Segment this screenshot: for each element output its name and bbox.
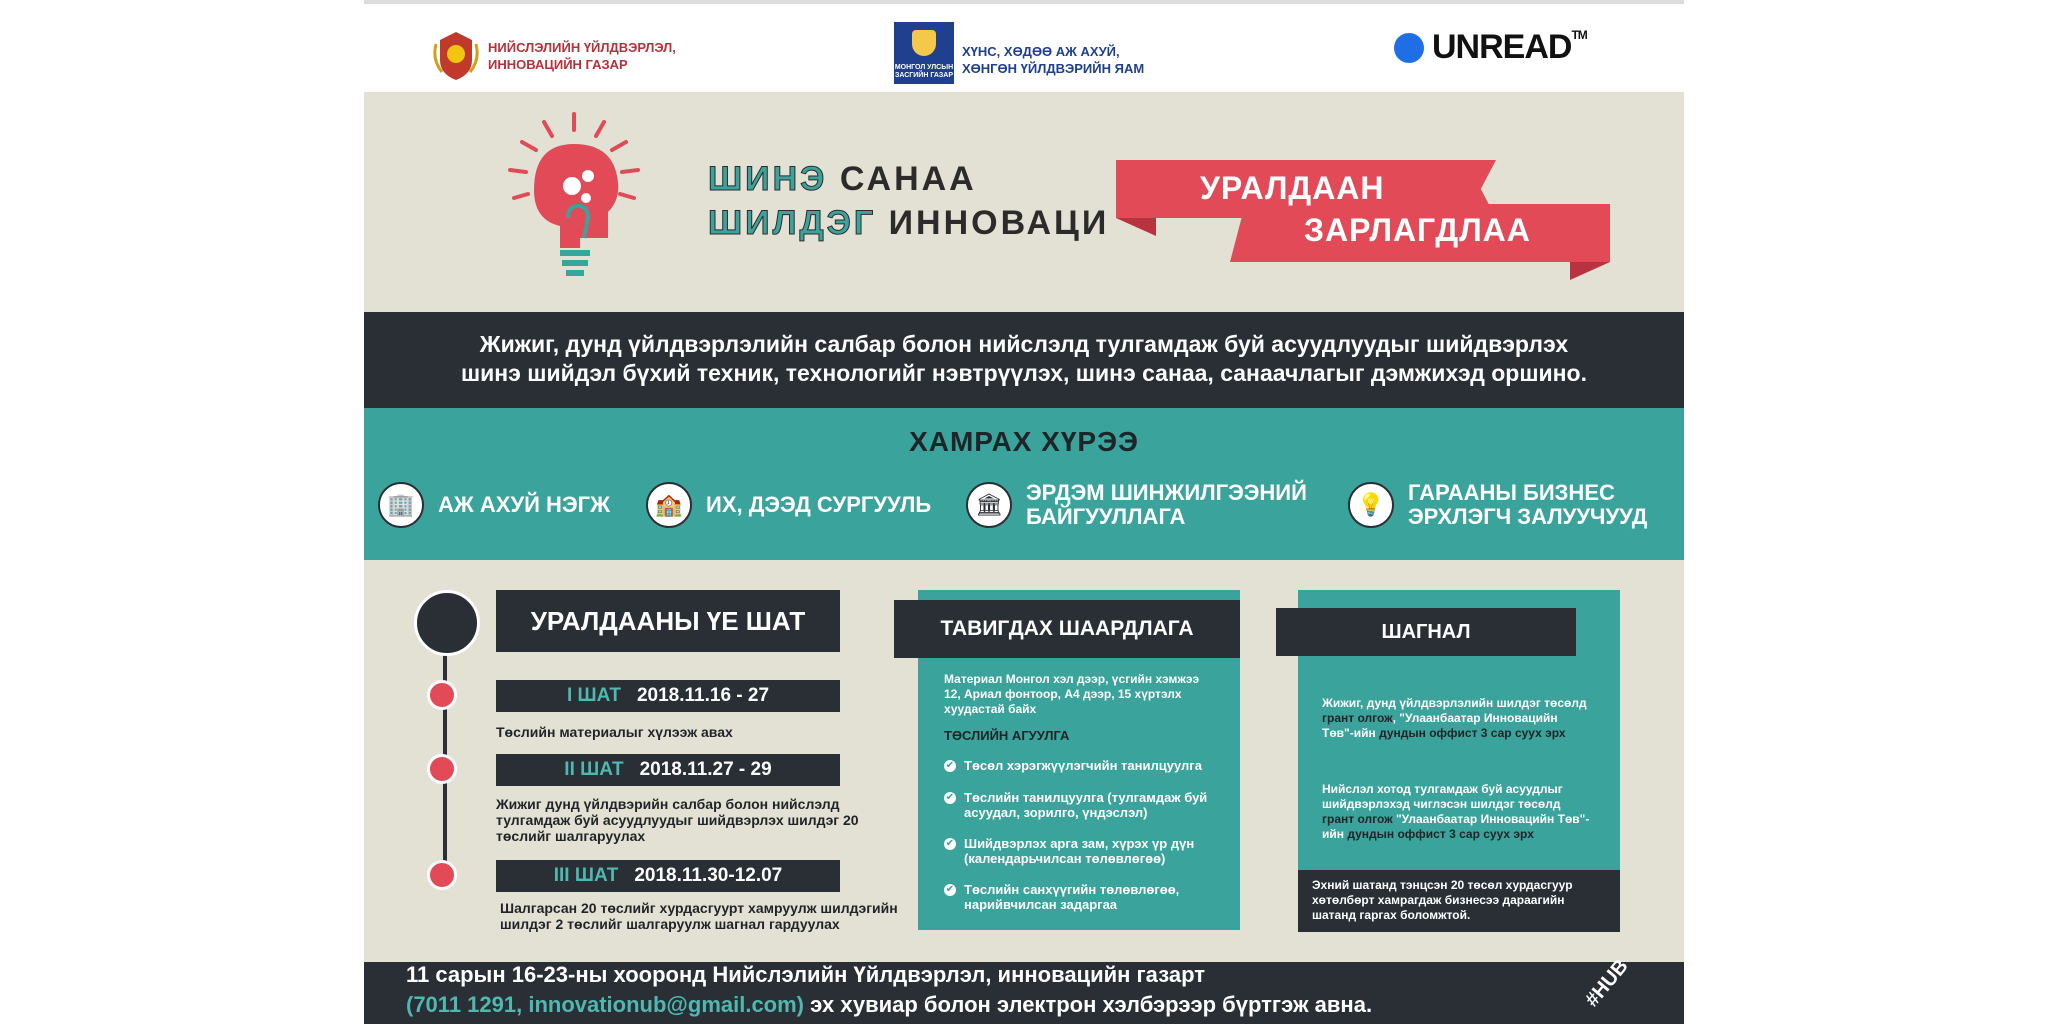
headline-word-idea: САНАА [839,160,977,198]
scope-item-label: ГАРААНЫ БИЗНЕС ЭРХЛЭГЧ ЗАЛУУЧУУД [1408,480,1648,529]
scope-item-business [378,478,610,532]
stage3-label: III ШАТ [553,865,619,886]
ministry-logo [894,22,1144,84]
headline-line1 [708,160,977,199]
stage2-label: II ШАТ [564,759,624,780]
requirements-text: Материал Монгол хэл дээр, үсгийн хэмжээ 12, Ариал фонтоор, А4 дээр, 15 хүртэлх хуудастай байх [944,672,1200,716]
stage1-dates: 2018.11.16 - 27 [636,685,770,706]
headline-word-innovation: ИННОВАЦИ [888,204,1110,242]
requirement-item-text: Төслийн санхүүгийн төлөвлөгөө, нарийвчилсан задаргаа [964,882,1180,912]
award-footnote: Эхний шатанд тэнцсэн 20 төсөл хурдасгуур хөтөлбөрт хамрагдаж бизнесээ дараагийн шатанд гаргах боломжтой. [1298,870,1620,932]
registration-line2-text: эх хувиар болон электрон хэлбэрээр бүртгэж авна. [804,992,1373,1017]
requirement-item-text: Төсөл хэрэгжүүлэгчийн танилцуулга [964,758,1202,773]
hero [364,92,1684,312]
ribbon-text-competition: УРАЛДААН [1200,170,1385,206]
scope-item-research [966,478,1307,532]
scope-section [364,408,1684,560]
check-icon: ✔ [945,838,955,849]
scope-item-label: ЭРДЭМ ШИНЖИЛГЭЭНИЙ БАЙГУУЛЛАГА [1026,480,1307,529]
university-icon: 🏫 [646,482,692,528]
city-emblem-icon [432,30,480,82]
government-emblem-icon [894,22,954,84]
scope-item-label: ИХ, ДЭЭД СУРГУУЛЬ [706,492,932,517]
timeline-dot-stage2 [427,754,457,784]
mission-statement [364,312,1684,408]
requirements-title: ТАВИГДАХ ШААРДЛАГА [894,600,1240,658]
requirement-item [944,790,1234,820]
scope-title: ХАМРАХ ХҮРЭЭ [909,426,1139,457]
timeline-start-marker [414,590,480,656]
check-icon: ✔ [945,760,955,771]
hashtag: #HUB [1580,955,1633,1012]
timeline-dot-stage1 [427,680,457,710]
stage1-badge [496,680,840,712]
ministry-name [962,43,1144,77]
poster [364,0,1684,1024]
timeline-dot-stage3 [427,860,457,890]
stage2-description: Жижиг дунд үйлдвэрийн салбар болон нийслэлд тулгамдаж буй асуудлуудыг шийдвэрлэх шилдэг 20 төслийг шалгаруулах [496,796,859,844]
requirement-item-text: Шийдвэрлэх арга зам, хүрэх үр дүн (календарьчилсан төлөвлөгөө) [964,836,1195,866]
requirement-item [944,836,1234,866]
requirement-item [944,882,1234,912]
ministry-name-line2: ХӨНГӨН ҮЙЛДВЭРИЙН ЯАМ [962,61,1145,76]
stage2-badge [496,754,840,786]
requirement-item-text: Төслийн танилцуулга (тулгамдаж буй асуудал, зорилго, үндэслэл) [964,790,1208,820]
award-title: ШАГНАЛ [1276,608,1576,656]
headline-line2 [708,204,1109,243]
logo-bar [364,0,1684,92]
scope-item-startup [1348,478,1647,532]
stage2-dates: 2018.11.27 - 29 [639,759,772,780]
stage1-label: I ШАТ [566,685,621,706]
office-building-icon: 🏢 [378,482,424,528]
ribbon-text-announced: ЗАРЛАГДЛАА [1304,212,1531,248]
idea-head-lightbulb-icon [504,110,654,290]
headline-word-best: ШИЛДЭГ [708,204,877,242]
city-department-logo [432,30,676,82]
award-paragraph-1: Жижиг, дунд үйлдвэрлэлийн шилдэг төсөлд грант олгож, "Улаанбаатар Инновацийн Төв"-ийн дундын оффист 3 сар суух эрх [1322,696,1587,740]
stage1-description: Төслийн материалыг хүлээж авах [496,724,733,740]
unread-logo [1394,28,1587,67]
unread-dot-icon [1394,33,1424,63]
headline-word-new: ШИНЭ [708,160,828,198]
government-emblem-label: МОНГОЛ УЛСЫН ЗАСГИЙН ГАЗАР [894,64,954,79]
ministry-name-line1: ХҮНС, ХӨДӨӨ АЖ АХУЙ, [962,44,1120,59]
scope-item-label: АЖ АХУЙ НЭГЖ [438,492,610,517]
registration-footer [364,955,1684,1024]
award-paragraph-2: Нийслэл хотод тулгамдаж буй асуудлыг шийдвэрлэхэд чиглэсэн шилдэг төсөлд грант олгож "Улаанбаатар Инновацийн Төв"-ийн дундын оффист 3 сар суух эрх [1322,782,1590,841]
contact-info[interactable]: (7011 1291, innovationub@gmail.com) [406,992,805,1017]
stage3-dates: 2018.11.30-12.07 [634,865,783,886]
registration-line2 [406,992,1372,1018]
requirement-item [944,758,1234,773]
mission-line1: Жижиг, дунд үйлдвэрлэлийн салбар болон нийслэлд тулгамдаж буй асуудлуудыг шийдвэрлэх [479,331,1569,357]
stage3-badge [496,860,840,892]
requirements-subtitle: ТӨСЛИЙН АГУУЛГА [944,728,1070,743]
timeline-title: УРАЛДААНЫ ҮЕ ШАТ [496,590,840,652]
mission-line2: шинэ шийдэл бүхий техник, технологийг нэвтрүүлэх, шинэ санаа, санаачлагыг дэмжихэд оршино. [460,360,1587,386]
trademark: TM [1571,28,1587,42]
research-institute-icon: 🏛 [966,482,1012,528]
scope-item-university [646,478,931,532]
check-icon: ✔ [945,792,955,803]
stage3-description: Шалгарсан 20 төслийг хурдасгуурт хамруулж шилдэгийн шилдэг 2 төслийг шалгаруулж шагнал гардуулах [500,900,898,932]
city-department-name: НИЙСЛЭЛИЙН ҮЙЛДВЭРЛЭЛ, ИННОВАЦИЙН ГАЗАР [488,40,676,72]
check-icon: ✔ [945,884,955,895]
registration-line1: 11 сарын 16-23-ны хооронд Нийслэлийн Үйлдвэрлэл, инновацийн газарт [406,962,1205,987]
unread-wordmark: UNREAD™ [1432,28,1587,66]
entrepreneur-icon: 💡 [1348,482,1394,528]
